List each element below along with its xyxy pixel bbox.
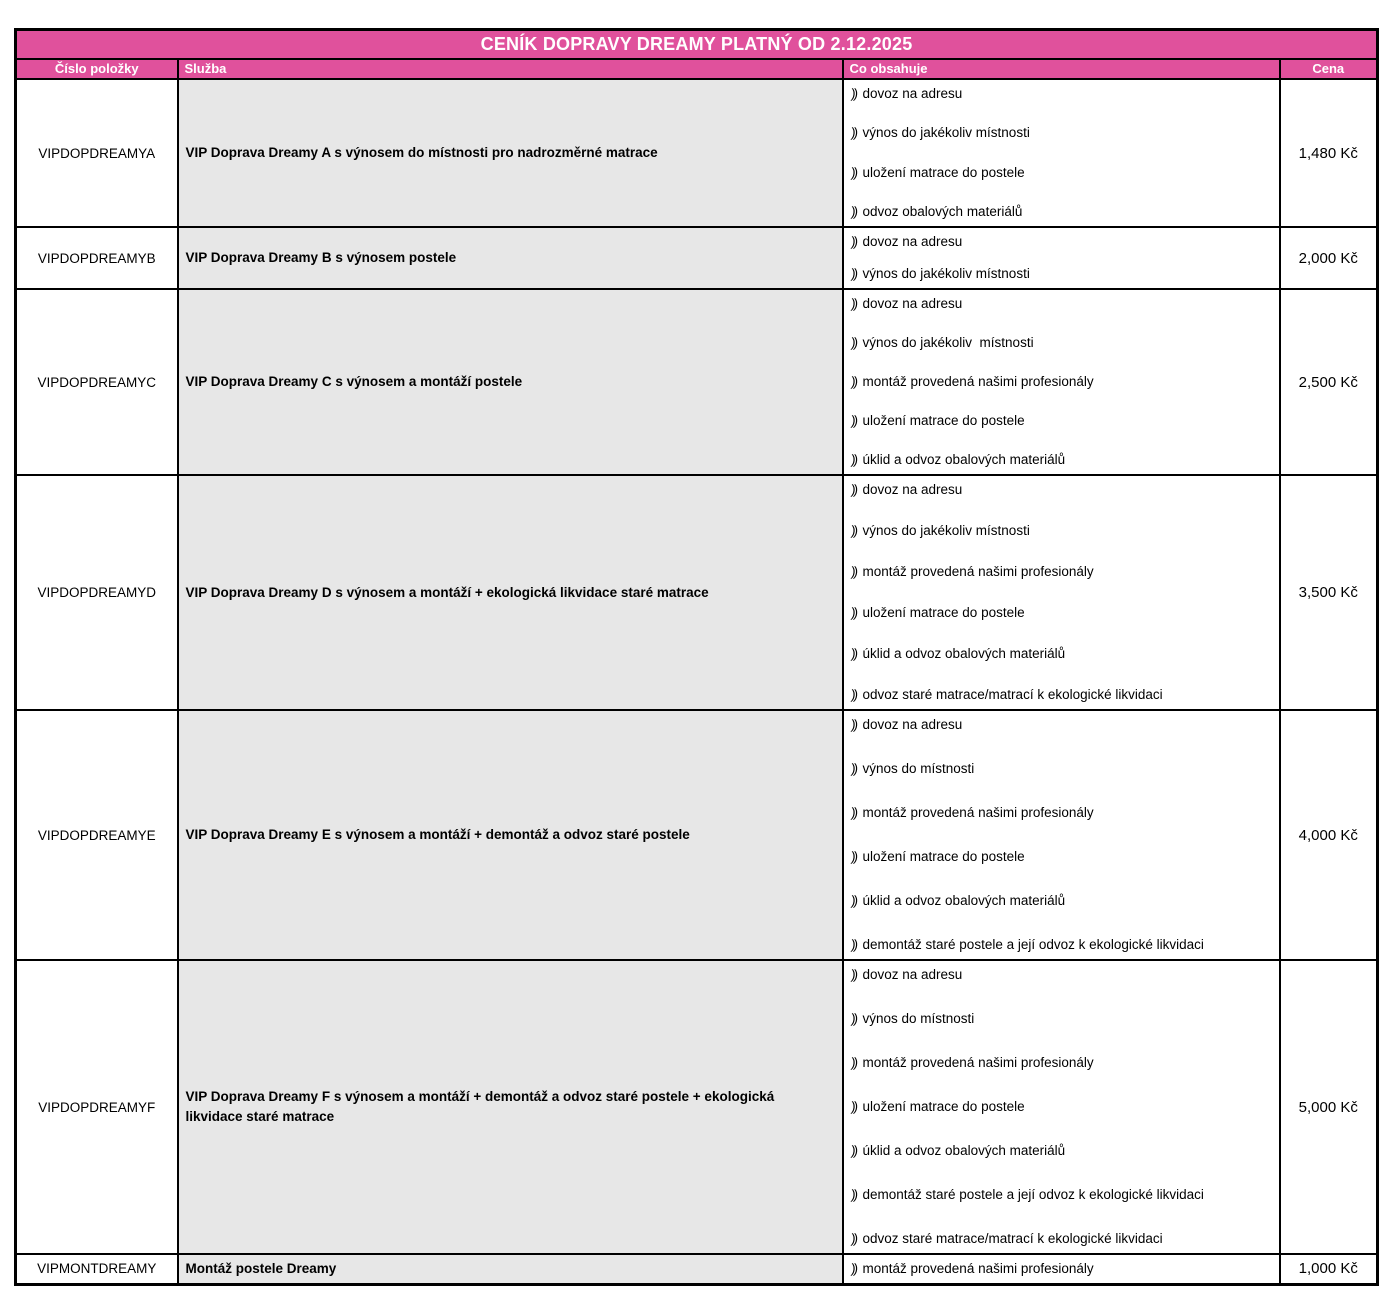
includes-list: [844, 80, 1279, 226]
includes-list: [844, 228, 1279, 288]
double-chevron-bullet-icon: )): [849, 523, 857, 539]
include-item: [851, 605, 1273, 622]
table-row: [16, 289, 1378, 475]
double-chevron-bullet-icon: )): [849, 1187, 857, 1203]
price: 5,000 Kč: [1280, 960, 1378, 1254]
service-name: Montáž postele Dreamy: [178, 1254, 843, 1284]
include-item-text: uložení matrace do postele: [862, 164, 1025, 180]
price: 3,500 Kč: [1280, 475, 1378, 710]
include-item: [851, 296, 1273, 313]
service-name: VIP Doprava Dreamy A s výnosem do místnosti pro nadrozměrné matrace: [178, 79, 843, 227]
include-item: [851, 335, 1273, 352]
include-item-text: úklid a odvoz obalových materiálů: [862, 646, 1066, 662]
include-item: [851, 204, 1273, 221]
include-item: [851, 1011, 1273, 1028]
include-item: [851, 413, 1273, 430]
item-code: VIPDOPDREAMYF: [16, 960, 178, 1254]
include-item: [851, 761, 1273, 778]
double-chevron-bullet-icon: )): [849, 86, 857, 101]
include-item-text: dovoz na adresu: [862, 86, 963, 101]
title-row: [16, 30, 1378, 60]
price: 1,480 Kč: [1280, 79, 1378, 227]
includes-list: [844, 711, 1279, 959]
include-item: [851, 452, 1273, 469]
double-chevron-bullet-icon: )): [849, 717, 857, 732]
double-chevron-bullet-icon: )): [849, 1261, 857, 1276]
include-item: [851, 234, 1273, 251]
item-code: VIPDOPDREAMYE: [16, 710, 178, 960]
include-item-text: uložení matrace do postele: [862, 413, 1025, 429]
includes-cell: [843, 710, 1280, 960]
double-chevron-bullet-icon: )): [849, 164, 857, 180]
includes-cell: [843, 475, 1280, 710]
include-item: [851, 1231, 1273, 1248]
item-code: VIPMONTDREAMY: [16, 1254, 178, 1284]
include-item-text: dovoz na adresu: [862, 717, 963, 732]
double-chevron-bullet-icon: )): [849, 564, 857, 580]
column-header-row: [16, 59, 1378, 79]
includes-cell: [843, 1254, 1280, 1284]
include-item-text: demontáž staré postele a její odvoz k ekologické likvidaci: [862, 937, 1204, 953]
include-item-text: úklid a odvoz obalových materiálů: [862, 452, 1066, 468]
double-chevron-bullet-icon: )): [849, 452, 857, 468]
include-item-text: odvoz staré matrace/matrací k ekologické likvidaci: [862, 1231, 1163, 1247]
include-item-text: úklid a odvoz obalových materiálů: [862, 893, 1066, 909]
column-header-contents: Co obsahuje: [843, 59, 1280, 79]
include-item-text: výnos do jakékoliv místnosti: [862, 335, 1034, 351]
service-name: VIP Doprava Dreamy F s výnosem a montáží + demontáž a odvoz staré postele + ekologická likvidace staré matrace: [178, 960, 843, 1254]
include-item-text: demontáž staré postele a její odvoz k ekologické likvidaci: [862, 1187, 1204, 1203]
item-code: VIPDOPDREAMYB: [16, 227, 178, 289]
include-item-text: dovoz na adresu: [862, 482, 963, 497]
includes-list: [844, 1255, 1279, 1283]
double-chevron-bullet-icon: )): [849, 1143, 857, 1159]
includes-list: [844, 961, 1279, 1253]
double-chevron-bullet-icon: )): [849, 374, 857, 390]
include-item: [851, 646, 1273, 663]
include-item: [851, 482, 1273, 499]
table-row: [16, 79, 1378, 227]
item-code: VIPDOPDREAMYD: [16, 475, 178, 710]
double-chevron-bullet-icon: )): [849, 967, 857, 982]
double-chevron-bullet-icon: )): [849, 805, 857, 821]
include-item-text: výnos do jakékoliv místnosti: [862, 125, 1030, 141]
include-item: [851, 687, 1273, 704]
include-item-text: uložení matrace do postele: [862, 605, 1025, 621]
item-code: VIPDOPDREAMYA: [16, 79, 178, 227]
service-name: VIP Doprava Dreamy B s výnosem postele: [178, 227, 843, 289]
include-item-text: uložení matrace do postele: [862, 1099, 1025, 1115]
include-item: [851, 266, 1273, 283]
include-item-text: montáž provedená našimi profesionály: [862, 1261, 1094, 1276]
include-item: [851, 1055, 1273, 1072]
include-item-text: výnos do jakékoliv místnosti: [862, 523, 1030, 539]
double-chevron-bullet-icon: )): [849, 1011, 857, 1027]
include-item-text: montáž provedená našimi profesionály: [862, 374, 1094, 390]
double-chevron-bullet-icon: )): [849, 335, 857, 351]
item-code: VIPDOPDREAMYC: [16, 289, 178, 475]
double-chevron-bullet-icon: )): [849, 849, 857, 865]
double-chevron-bullet-icon: )): [849, 605, 857, 621]
price: 2,500 Kč: [1280, 289, 1378, 475]
include-item-text: uložení matrace do postele: [862, 849, 1025, 865]
double-chevron-bullet-icon: )): [849, 646, 857, 662]
double-chevron-bullet-icon: )): [849, 893, 857, 909]
includes-cell: [843, 289, 1280, 475]
include-item-text: montáž provedená našimi profesionály: [862, 805, 1094, 821]
include-item: [851, 523, 1273, 540]
include-item-text: úklid a odvoz obalových materiálů: [862, 1143, 1066, 1159]
price: 2,000 Kč: [1280, 227, 1378, 289]
include-item: [851, 1261, 1273, 1278]
double-chevron-bullet-icon: )): [849, 204, 857, 220]
include-item: [851, 125, 1273, 142]
includes-cell: [843, 960, 1280, 1254]
include-item-text: montáž provedená našimi profesionály: [862, 1055, 1094, 1071]
service-name: VIP Doprava Dreamy C s výnosem a montáží postele: [178, 289, 843, 475]
price: 1,000 Kč: [1280, 1254, 1378, 1284]
includes-list: [844, 476, 1279, 709]
include-item: [851, 937, 1273, 954]
table-body: [16, 79, 1378, 1284]
table-row: [16, 227, 1378, 289]
include-item: [851, 564, 1273, 581]
include-item-text: odvoz obalových materiálů: [862, 204, 1023, 220]
include-item-text: dovoz na adresu: [862, 967, 963, 982]
include-item: [851, 86, 1273, 103]
include-item: [851, 165, 1273, 182]
include-item-text: dovoz na adresu: [862, 296, 963, 311]
double-chevron-bullet-icon: )): [849, 687, 857, 703]
include-item: [851, 374, 1273, 391]
page-title: CENÍK DOPRAVY DREAMY PLATNÝ OD 2.12.2025: [16, 30, 1378, 60]
include-item: [851, 805, 1273, 822]
include-item: [851, 893, 1273, 910]
double-chevron-bullet-icon: )): [849, 482, 857, 497]
include-item: [851, 967, 1273, 984]
double-chevron-bullet-icon: )): [849, 1099, 857, 1115]
double-chevron-bullet-icon: )): [849, 296, 857, 311]
include-item-text: odvoz staré matrace/matrací k ekologické likvidaci: [862, 687, 1163, 703]
service-name: VIP Doprava Dreamy D s výnosem a montáží + ekologická likvidace staré matrace: [178, 475, 843, 710]
double-chevron-bullet-icon: )): [849, 266, 857, 282]
includes-cell: [843, 79, 1280, 227]
include-item: [851, 849, 1273, 866]
double-chevron-bullet-icon: )): [849, 125, 857, 141]
includes-list: [844, 290, 1279, 474]
column-header-service: Služba: [178, 59, 843, 79]
price: 4,000 Kč: [1280, 710, 1378, 960]
service-name: VIP Doprava Dreamy E s výnosem a montáží + demontáž a odvoz staré postele: [178, 710, 843, 960]
double-chevron-bullet-icon: )): [849, 1231, 857, 1247]
column-header-price: Cena: [1280, 59, 1378, 79]
include-item: [851, 717, 1273, 734]
table-row: [16, 710, 1378, 960]
double-chevron-bullet-icon: )): [849, 413, 857, 429]
table-row: [16, 475, 1378, 710]
includes-cell: [843, 227, 1280, 289]
double-chevron-bullet-icon: )): [849, 937, 857, 953]
table-row: [16, 960, 1378, 1254]
column-header-item-number: Číslo položky: [16, 59, 178, 79]
double-chevron-bullet-icon: )): [849, 1055, 857, 1071]
include-item-text: montáž provedená našimi profesionály: [862, 564, 1094, 580]
include-item-text: výnos do místnosti: [862, 761, 975, 777]
include-item-text: dovoz na adresu: [862, 234, 963, 249]
include-item-text: výnos do jakékoliv místnosti: [862, 266, 1030, 282]
price-list-table: [14, 28, 1379, 1286]
include-item-text: výnos do místnosti: [862, 1011, 975, 1027]
include-item: [851, 1099, 1273, 1116]
double-chevron-bullet-icon: )): [849, 234, 857, 249]
table-row: [16, 1254, 1378, 1284]
double-chevron-bullet-icon: )): [849, 761, 857, 777]
include-item: [851, 1143, 1273, 1160]
include-item: [851, 1187, 1273, 1204]
